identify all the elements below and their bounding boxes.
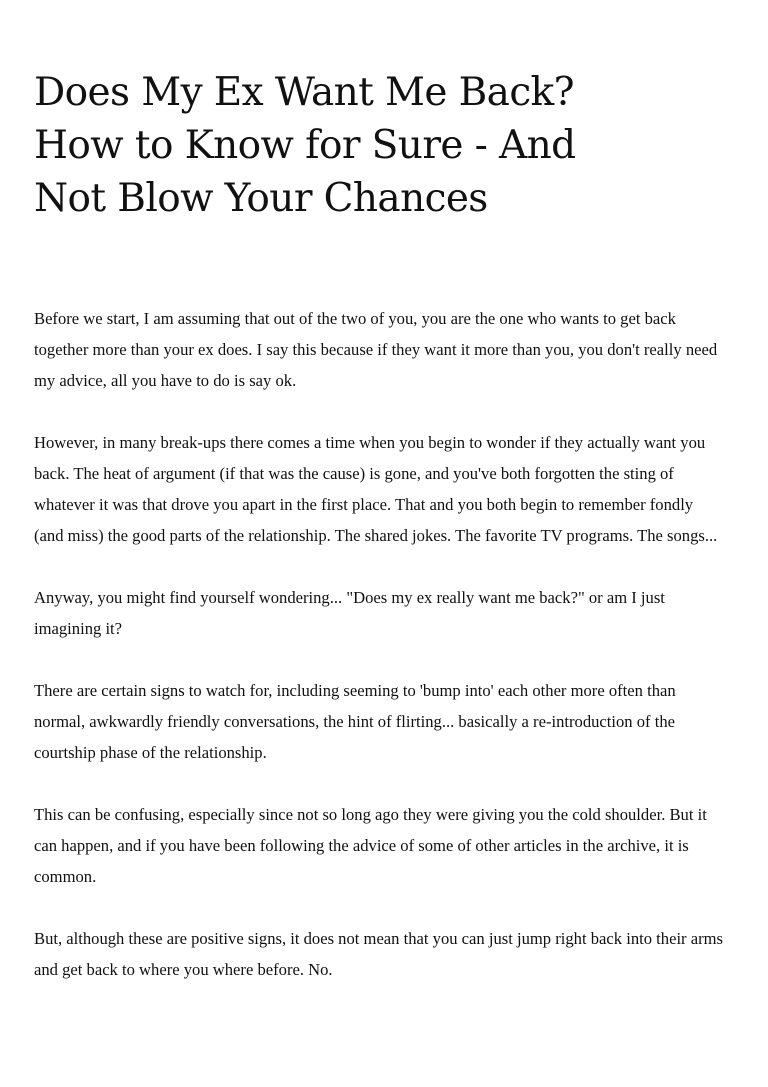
title-line-3: Not Blow Your Chances	[34, 176, 488, 221]
paragraph-6: But, although these are positive signs, it does not mean that you can just jump right back into their arms and get back to where you where before. No.	[34, 929, 723, 979]
paragraph-2: However, in many break-ups there comes a time when you begin to wonder if they actually want you back. The heat of argument (if that was the cause) is gone, and you've both forgotten the sting of whatever it was that drove you apart in the first place. That and you both begin to remember fondly (and miss) the good parts of the relationship. The shared jokes. The favorite TV programs. The songs...	[34, 433, 718, 545]
paragraph-5: This can be confusing, especially since not so long ago they were giving you the cold shoulder. But it can happen, and if you have been following the advice of some of other articles in the archive, it is common.	[34, 805, 707, 886]
article-title	[34, 66, 724, 225]
document-page	[34, 66, 724, 1016]
paragraph-1: Before we start, I am assuming that out of the two of you, you are the one who wants to get back together more than your ex does. I say this because if they want it more than you, you don't really need my advice, all you have to do is say ok.	[34, 309, 718, 390]
paragraph-3: Anyway, you might find yourself wondering... "Does my ex really want me back?" or am I just imagining it?	[34, 588, 665, 638]
title-line-1: Does My Ex Want Me Back?	[34, 70, 574, 115]
article-body	[34, 303, 724, 985]
paragraph-4: There are certain signs to watch for, including seeming to 'bump into' each other more often than normal, awkwardly friendly conversations, the hint of flirting... basically a re-introduction of the courtship phase of the relationship.	[34, 681, 676, 762]
title-line-2: How to Know for Sure - And	[34, 123, 576, 168]
